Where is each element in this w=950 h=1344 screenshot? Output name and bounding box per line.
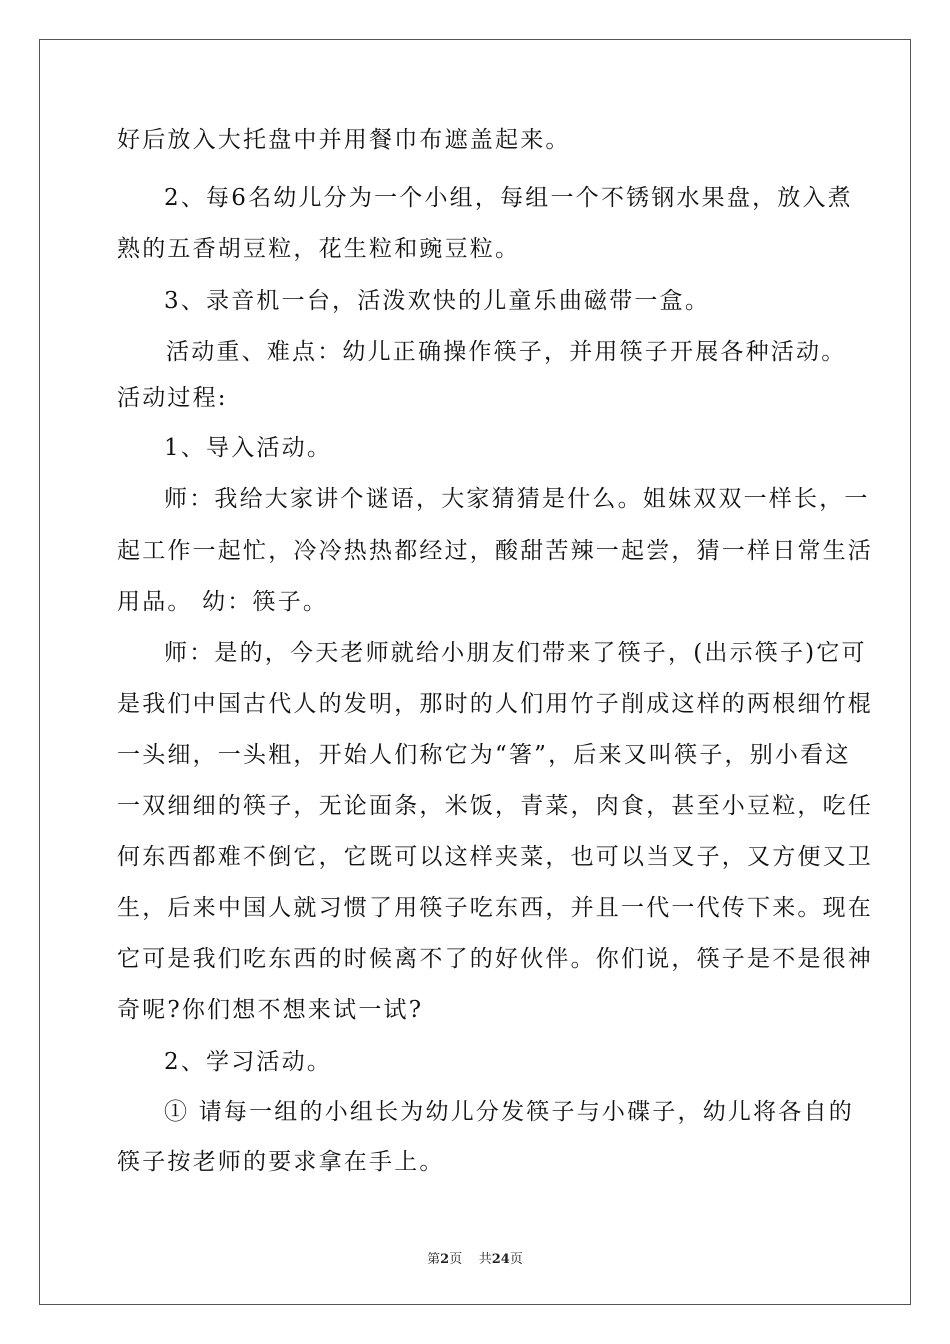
text-line: 奇呢?你们想不想来试一试? bbox=[117, 997, 424, 1023]
text-line: 它可是我们吃东西的时候离不了的好伙伴。你们说，筷子是不是很神 bbox=[117, 946, 873, 972]
text-line: 师：是的，今天老师就给小朋友们带来了筷子，(出示筷子)它可 bbox=[164, 640, 867, 666]
text-line: 用品。 幼：筷子。 bbox=[117, 589, 329, 615]
footer-prefix: 第 bbox=[427, 1252, 441, 1267]
text-line: 师：我给大家讲个谜语，大家猜猜是什么。姐妹双双一样长，一 bbox=[164, 486, 870, 512]
footer-page-suffix: 页 bbox=[449, 1252, 463, 1267]
text-line: 起工作一起忙，冷冷热热都经过，酸甜苦辣一起尝，猜一样日常生活 bbox=[117, 538, 873, 564]
footer-total-suffix: 页 bbox=[509, 1252, 523, 1267]
text-line: 2、学习活动。 bbox=[164, 1049, 333, 1075]
text-line: 一双细细的筷子，无论面条，米饭，青菜，肉食，甚至小豆粒，吃任 bbox=[117, 793, 873, 819]
text-line: 一头细，一头粗，开始人们称它为“箸”，后来又叫筷子，别小看这 bbox=[117, 742, 851, 768]
text-line: 活动重、难点：幼儿正确操作筷子，并用筷子开展各种活动。 bbox=[166, 339, 847, 365]
text-line: 熟的五香胡豆粒，花生粒和豌豆粒。 bbox=[117, 236, 521, 262]
text-line: 生，后来中国人就习惯了用筷子吃东西，并且一代一代传下来。现在 bbox=[117, 895, 873, 921]
footer-total-prefix: 共 bbox=[478, 1252, 492, 1267]
text-line: 筷子按老师的要求拿在手上。 bbox=[117, 1149, 445, 1175]
text-line: 2、每6名幼儿分为一个小组，每组一个不锈钢水果盘，放入煮 bbox=[164, 185, 853, 211]
text-line: 是我们中国古代人的发明，那时的人们用竹子削成这样的两根细竹棍 bbox=[117, 691, 873, 717]
text-line: 3、录音机一台，活泼欢快的儿童乐曲磁带一盒。 bbox=[164, 288, 711, 314]
text-line: 好后放入大托盘中并用餐巾布遮盖起来。 bbox=[117, 127, 571, 153]
text-line: 何东西都难不倒它，它既可以这样夹菜，也可以当叉子，又方便又卫 bbox=[117, 844, 873, 870]
text-line: 1、导入活动。 bbox=[164, 435, 333, 461]
text-line: ① 请每一组的小组长为幼儿分发筷子与小碟子，幼儿将各自的 bbox=[164, 1099, 854, 1125]
footer-page-number: 2 bbox=[440, 1252, 450, 1267]
footer-total-pages: 24 bbox=[491, 1252, 510, 1267]
page-footer bbox=[0, 1248, 950, 1267]
text-line: 活动过程: bbox=[117, 385, 228, 411]
